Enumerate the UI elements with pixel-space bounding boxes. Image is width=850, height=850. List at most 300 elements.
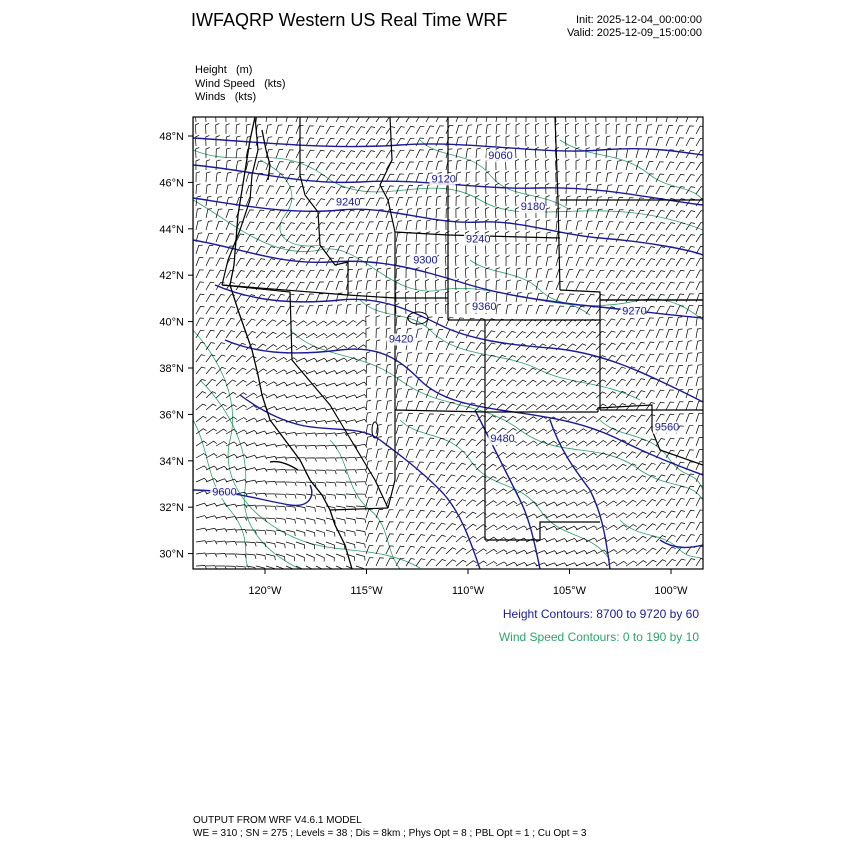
wind-barb <box>636 464 646 471</box>
wind-barb <box>545 147 549 158</box>
wind-barb <box>336 114 344 122</box>
wind-barb <box>206 429 217 434</box>
wind-barb <box>505 195 509 206</box>
wind-barb <box>596 282 605 290</box>
wind-barb <box>556 306 564 314</box>
wind-barb <box>576 417 587 422</box>
wind-barb <box>226 172 232 182</box>
wind-barb <box>626 561 637 566</box>
wind-barb <box>486 452 496 458</box>
wind-barb <box>696 211 705 218</box>
wind-barb <box>516 453 527 458</box>
wind-barb <box>416 498 425 506</box>
wind-barb <box>466 512 476 518</box>
wind-barb <box>436 354 444 362</box>
wind-barb <box>216 123 220 134</box>
wind-barb <box>386 425 392 434</box>
wind-barb <box>296 494 306 499</box>
wind-barb <box>606 295 615 302</box>
wind-barb <box>696 187 705 194</box>
wind-barb <box>686 138 694 146</box>
wind-barb <box>406 510 414 518</box>
wind-barb <box>465 255 469 266</box>
wind-barb <box>226 185 232 194</box>
height-contour-label: 9480 <box>490 433 515 446</box>
wind-barb <box>535 171 539 182</box>
wind-barb <box>496 550 507 554</box>
wind-barb <box>326 371 337 374</box>
wind-barb <box>636 379 645 386</box>
wind-barb <box>196 491 207 494</box>
wind-barb <box>546 490 557 494</box>
wind-barb <box>266 481 277 485</box>
wind-barb <box>586 282 594 290</box>
wind-barb <box>686 126 694 134</box>
wind-barb <box>536 502 547 506</box>
wind-barb <box>276 542 285 548</box>
wind-barb <box>446 451 455 458</box>
wind-barb <box>626 259 635 267</box>
wind-barb <box>576 563 587 566</box>
wind-barb <box>425 279 429 290</box>
wind-barb <box>266 518 276 523</box>
wind-barb <box>676 258 685 266</box>
wind-barb <box>526 490 537 494</box>
wind-barb <box>586 356 596 362</box>
wind-barb <box>396 186 404 194</box>
wind-barb <box>666 342 673 350</box>
wind-barb <box>506 331 516 338</box>
wind-barb <box>606 380 616 387</box>
wind-barb <box>686 175 695 183</box>
wind-barb <box>366 115 375 122</box>
wind-barb <box>466 439 476 446</box>
wind-barb <box>386 522 394 530</box>
wind-barb <box>376 151 385 159</box>
wind-barb <box>526 453 537 458</box>
wind-barb <box>386 558 394 566</box>
wind-barb <box>476 195 480 206</box>
wind-barb <box>686 270 694 278</box>
wind-barb <box>226 355 236 362</box>
wind-barb <box>566 344 576 350</box>
wind-barb <box>596 148 600 158</box>
wind-barb <box>306 126 314 134</box>
wind-barb <box>446 414 455 422</box>
wind-barb <box>326 187 335 194</box>
wind-barb <box>546 356 556 362</box>
wind-barb <box>626 415 636 422</box>
wind-barb <box>446 318 454 326</box>
page-title: IWFAQRP Western US Real Time WRF <box>191 10 508 30</box>
wind-barb <box>416 126 424 134</box>
wind-barb <box>526 551 537 555</box>
wind-barb <box>336 433 347 437</box>
wind-barb <box>476 331 485 338</box>
wind-barb <box>236 554 246 558</box>
lat-label: 32°N <box>159 502 184 515</box>
wind-barb <box>346 407 357 410</box>
wind-barb <box>406 162 414 170</box>
wind-barb <box>425 303 429 314</box>
wind-barb <box>326 199 335 206</box>
wind-barb <box>196 330 204 338</box>
wind-barb <box>466 355 475 363</box>
wind-barb <box>586 246 593 254</box>
wind-barb <box>656 342 664 350</box>
wind-barb <box>216 417 227 422</box>
wind-barb <box>296 358 307 362</box>
wind-barb <box>636 512 646 518</box>
wind-barb <box>516 526 527 530</box>
wind-barb <box>326 458 337 462</box>
wind-barb <box>626 343 635 350</box>
wind-barb <box>216 541 227 545</box>
wind-barb <box>566 208 571 218</box>
wind-barb <box>316 518 325 524</box>
wind-barb <box>516 562 527 566</box>
wind-barb <box>306 530 315 537</box>
wind-barb <box>646 390 655 398</box>
wind-barb <box>546 526 557 530</box>
wind-barb <box>306 458 317 462</box>
height-contour-label: 9060 <box>488 150 513 163</box>
wind-barb <box>656 186 664 194</box>
wind-barb <box>466 391 475 398</box>
wind-barb <box>566 172 570 183</box>
wind-barb <box>426 114 434 122</box>
wind-barb <box>546 320 556 326</box>
wind-barb <box>456 427 465 434</box>
wind-barb <box>566 332 576 338</box>
wind-barb <box>226 124 230 134</box>
wind-barb <box>606 477 617 482</box>
wind-barb <box>455 291 459 302</box>
wind-barb <box>306 566 314 574</box>
wind-barb <box>455 243 459 254</box>
wind-barb <box>646 318 654 326</box>
wind-barb <box>346 163 355 170</box>
wind-barb <box>546 405 557 410</box>
wind-barb <box>236 148 241 158</box>
wind-barb <box>206 294 215 302</box>
wind-barb <box>406 498 414 506</box>
wind-barb <box>496 124 501 134</box>
wind-barb <box>396 127 405 135</box>
wind-barb <box>425 291 429 302</box>
wind-barb <box>586 172 591 182</box>
wind-barb <box>656 463 665 470</box>
wind-barb <box>686 559 695 566</box>
wind-barb <box>336 305 342 314</box>
wind-barb <box>366 497 373 506</box>
wind-barb <box>366 412 371 422</box>
wind-barb <box>606 258 615 266</box>
wind-barb <box>316 470 326 474</box>
wind-barb <box>206 233 213 242</box>
wind-barb <box>236 430 247 434</box>
wind-barb <box>606 392 616 398</box>
wind-barb <box>416 402 423 411</box>
wind-barb <box>666 366 674 374</box>
wind-barb <box>386 221 393 230</box>
wind-barb <box>456 415 465 422</box>
wind-barb <box>506 514 517 519</box>
field-name: Wind Speed <box>195 78 255 90</box>
wind-barb <box>296 383 307 386</box>
wind-barb <box>666 223 675 230</box>
wind-barb <box>316 433 327 437</box>
wind-barb <box>546 269 552 278</box>
wind-barb <box>326 433 337 437</box>
wind-barb <box>306 421 317 424</box>
wind-barb <box>456 303 460 314</box>
wind-barb <box>276 162 284 170</box>
wind-barb <box>676 535 685 542</box>
wind-barb <box>545 171 549 182</box>
wind-barb <box>616 210 624 218</box>
wind-barb <box>496 477 507 482</box>
wind-barb <box>636 330 645 338</box>
wind-barb <box>216 234 223 242</box>
wind-barb <box>366 234 373 242</box>
wind-barb <box>396 244 401 254</box>
wind-barb <box>195 135 199 146</box>
wind-barb <box>636 259 645 266</box>
wind-barb <box>396 162 404 170</box>
wind-barb <box>336 321 347 326</box>
wind-barb <box>606 501 617 506</box>
wind-barb <box>696 438 703 447</box>
wind-barb <box>566 282 574 290</box>
wind-barb <box>485 207 489 218</box>
wind-barb <box>646 560 656 566</box>
wind-barb <box>455 267 459 278</box>
wind-barb <box>296 518 305 524</box>
wind-barb <box>486 183 490 194</box>
wind-barb <box>535 123 539 134</box>
wind-barb <box>366 534 373 543</box>
wind-barb <box>626 222 634 230</box>
wind-barb <box>306 554 314 562</box>
wind-barb <box>676 317 682 326</box>
wind-barb <box>446 560 456 566</box>
wind-barb <box>326 305 333 314</box>
wind-barb <box>476 367 485 374</box>
wind-barb <box>426 150 433 158</box>
wind-barb <box>526 465 537 470</box>
wind-barb <box>346 506 356 511</box>
wind-barb <box>546 257 552 266</box>
wind-barb <box>266 357 277 362</box>
wind-barb <box>276 320 286 326</box>
wind-barb <box>566 393 577 399</box>
wind-barb <box>586 258 594 266</box>
wind-barb <box>616 343 625 350</box>
wind-barb <box>456 196 460 206</box>
wind-barb <box>566 294 574 302</box>
wind-barb <box>606 489 617 494</box>
wind-barb <box>416 353 422 362</box>
wind-barb <box>256 222 265 230</box>
wind-barb <box>366 449 372 458</box>
wind-barb <box>426 161 433 170</box>
wind-barb <box>226 442 237 446</box>
wind-barb <box>336 139 345 147</box>
wind-barb <box>376 546 384 554</box>
wind-barb <box>676 162 684 170</box>
wind-barb <box>336 370 347 374</box>
wind-barb <box>646 137 652 146</box>
wind-barb <box>626 124 631 134</box>
wind-barb <box>576 490 587 494</box>
wind-barb <box>376 461 382 470</box>
wind-barb <box>616 319 625 326</box>
wind-barb <box>266 210 275 218</box>
wind-barb <box>646 125 652 134</box>
wind-barb <box>336 458 347 462</box>
wind-barb <box>246 480 257 483</box>
wind-barb <box>686 426 693 434</box>
wind-barb <box>396 534 404 542</box>
wind-barb <box>306 470 316 474</box>
wind-barb <box>336 554 344 561</box>
wind-barb <box>646 354 654 362</box>
wind-barb <box>466 342 475 350</box>
wind-barb <box>316 321 327 326</box>
wind-barb <box>586 332 596 339</box>
wind-barb <box>466 488 476 494</box>
wind-barb <box>676 223 685 230</box>
wind-barb <box>626 210 634 218</box>
wind-barb <box>196 342 205 350</box>
wind-barb <box>626 452 636 458</box>
wind-barb <box>306 223 315 230</box>
wind-barb <box>586 453 597 458</box>
wind-barb <box>496 292 501 302</box>
wind-barb <box>626 464 636 470</box>
wind-barb <box>596 392 606 398</box>
wind-barb <box>276 494 286 498</box>
wind-barb <box>236 160 242 170</box>
wind-barb <box>636 198 644 206</box>
wind-barb <box>536 256 541 266</box>
wind-barb <box>346 175 355 182</box>
wind-barb <box>266 345 277 350</box>
wind-barb <box>506 124 510 134</box>
wind-barb <box>426 220 431 230</box>
wind-barb <box>676 126 683 134</box>
wind-barb <box>346 420 357 423</box>
wind-barb <box>256 419 267 423</box>
wind-barb <box>336 151 345 158</box>
latitude-labels <box>159 131 184 561</box>
wind-barb <box>206 541 217 545</box>
wind-barb <box>646 271 655 278</box>
wind-barb <box>436 208 441 218</box>
wind-barb <box>636 439 646 446</box>
wind-barb <box>236 173 242 182</box>
wind-barb <box>326 383 337 386</box>
wind-barb <box>436 378 444 386</box>
wind-barb <box>316 162 325 170</box>
wind-barb <box>435 303 439 314</box>
wind-barb <box>256 357 267 363</box>
wind-barb <box>196 478 207 482</box>
wind-barb <box>356 127 365 134</box>
wind-barb <box>226 209 233 218</box>
wind-barb <box>586 526 597 530</box>
wind-barb <box>236 210 243 218</box>
wind-barb <box>266 306 275 314</box>
wind-barb <box>516 280 521 290</box>
wind-barb <box>436 547 446 554</box>
lat-label: 42°N <box>159 270 184 283</box>
wind-barb <box>266 432 277 435</box>
wind-barb <box>426 378 433 386</box>
wind-barb <box>366 424 371 434</box>
wind-barb <box>346 370 357 374</box>
lat-label: 34°N <box>159 455 184 468</box>
wind-barb <box>286 470 297 474</box>
wind-barb <box>196 184 200 194</box>
wind-barb <box>636 561 647 566</box>
wind-barb <box>646 524 656 530</box>
wind-barb <box>636 234 645 242</box>
wind-barb <box>536 526 547 530</box>
wind-barb <box>516 417 527 423</box>
wind-barb <box>276 235 285 242</box>
wind-barb <box>286 223 295 230</box>
wind-barb <box>376 198 384 206</box>
wind-barb <box>396 303 400 314</box>
wind-barb <box>546 306 554 314</box>
wind-barb <box>356 419 367 422</box>
wind-barb <box>306 235 315 242</box>
wind-barb <box>196 392 206 398</box>
wind-barb <box>426 547 435 554</box>
wind-barb <box>636 536 646 542</box>
wind-barb <box>236 356 246 362</box>
wind-barb <box>646 475 656 482</box>
wind-barb <box>396 413 402 422</box>
wind-barb <box>586 160 590 170</box>
wind-barb <box>396 401 402 410</box>
wind-barb <box>386 316 390 326</box>
wind-barb <box>306 187 315 195</box>
wind-barb <box>296 566 304 574</box>
wind-barb <box>386 292 390 302</box>
wind-barb <box>686 535 695 543</box>
wind-barb <box>466 415 476 422</box>
wind-barb <box>386 245 392 255</box>
wind-barb <box>286 518 296 524</box>
wind-barb <box>276 518 286 523</box>
wind-barb <box>696 328 701 338</box>
wind-barb <box>476 355 485 362</box>
wind-barb <box>576 538 587 542</box>
wind-barb <box>646 403 655 411</box>
wind-barb <box>256 210 264 218</box>
wind-barb <box>656 318 663 326</box>
wind-barb <box>485 219 489 230</box>
wind-barb <box>336 482 346 486</box>
wind-barb <box>346 518 356 524</box>
wind-barb <box>626 500 636 506</box>
wind-barb <box>356 370 367 374</box>
wind-barb <box>596 343 606 350</box>
wind-barb <box>516 392 526 398</box>
